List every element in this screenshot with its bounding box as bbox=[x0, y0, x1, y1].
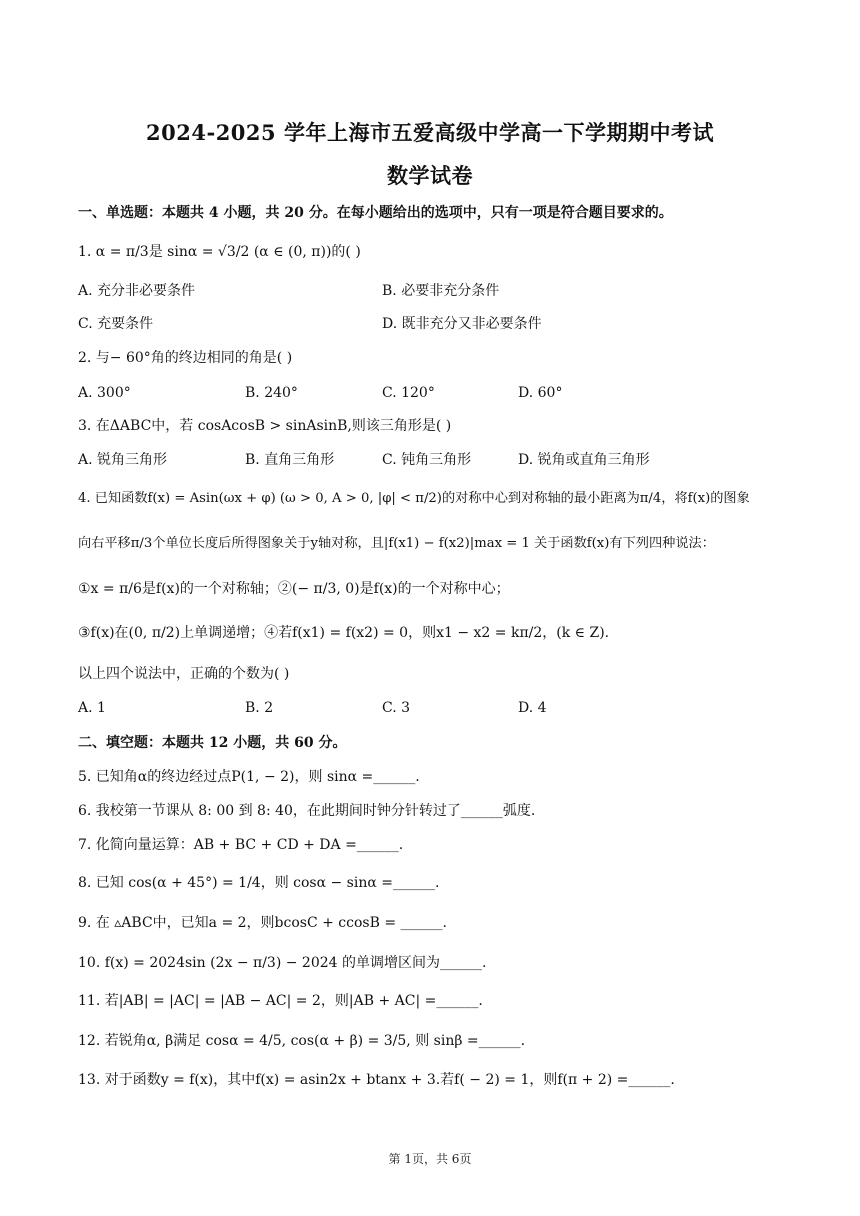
q2-option-a: A. 300° bbox=[78, 385, 131, 401]
q3-option-b: B. 直角三角形 bbox=[245, 452, 335, 468]
q1-option-c: C. 充要条件 bbox=[78, 316, 154, 332]
question-7: 7. 化简向量运算：AB + BC + CD + DA =______. bbox=[78, 837, 404, 853]
question-4-prompt: 以上四个说法中，正确的个数为( ) bbox=[78, 666, 290, 682]
q2-option-c: C. 120° bbox=[382, 385, 435, 401]
q3-option-d: D. 锐角或直角三角形 bbox=[518, 452, 650, 468]
q2-option-d: D. 60° bbox=[518, 385, 563, 401]
q4-option-d: D. 4 bbox=[518, 700, 547, 716]
question-2-stem: 2. 与− 60°角的终边相同的角是( ) bbox=[78, 350, 293, 366]
q1-option-d: D. 既非充分又非必要条件 bbox=[382, 316, 542, 332]
question-1-stem: 1. α = π/3是 sinα = √3/2 (α ∈ (0, π))的( ) bbox=[78, 244, 361, 260]
question-5: 5. 已知角α的终边经过点P(1, − 2)，则 sinα =______. bbox=[78, 769, 420, 785]
question-4-line-2: 向右平移π/3个单位长度后所得图象关于y轴对称，且|f(x1) − f(x2)|max = 1 关于函数f(x)有下列四种说法： bbox=[78, 536, 715, 551]
section-1-heading: 一、单选题：本题共 4 小题，共 20 分。在每小题给出的选项中，只有一项是符合题目要求的。 bbox=[78, 205, 673, 221]
question-8: 8. 已知 cos(α + 45°) = 1/4，则 cosα − sinα =______. bbox=[78, 875, 440, 891]
q3-option-c: C. 钝角三角形 bbox=[382, 452, 472, 468]
question-4-statement-3-4: ③f(x)在(0, π/2)上单调递增；④若f(x1) = f(x2) = 0，则x1 − x2 = kπ/2，(k ∈ Z). bbox=[78, 625, 610, 641]
q4-option-b: B. 2 bbox=[245, 700, 274, 716]
q2-option-b: B. 240° bbox=[245, 385, 298, 401]
question-13: 13. 对于函数y = f(x)，其中f(x) = asin2x + btanx + 3.若f( − 2) = 1，则f(π + 2) =______. bbox=[78, 1072, 675, 1088]
question-3-stem: 3. 在ΔABC中，若 cosAcosB > sinAsinB,则该三角形是( ) bbox=[78, 418, 452, 434]
question-4-line-1: 4. 已知函数f(x) = Asin(ωx + φ) (ω > 0, A > 0, |φ| < π/2)的对称中心到对称轴的最小距离为π/4，将f(x)的图象 bbox=[78, 491, 750, 506]
exam-title: 2024-2025 学年上海市五爱高级中学高一下学期期中考试 bbox=[146, 120, 714, 145]
question-6: 6. 我校第一节课从 8: 00 到 8: 40，在此期间时钟分针转过了______弧度. bbox=[78, 803, 536, 819]
q4-option-c: C. 3 bbox=[382, 700, 411, 716]
page-footer: 第 1页，共 6页 bbox=[388, 1152, 472, 1166]
question-9: 9. 在 ▵ABC中，已知a = 2，则bcosC + ccosB = ______. bbox=[78, 915, 447, 931]
question-4-statement-1-2: ①x = π/6是f(x)的一个对称轴；②(− π/3, 0)是f(x)的一个对称中心； bbox=[78, 581, 510, 597]
q1-option-b: B. 必要非充分条件 bbox=[382, 283, 500, 299]
section-2-heading: 二、填空题：本题共 12 小题，共 60 分。 bbox=[78, 735, 347, 751]
q1-option-a: A. 充分非必要条件 bbox=[78, 283, 196, 299]
q4-option-a: A. 1 bbox=[78, 700, 106, 716]
exam-subtitle: 数学试卷 bbox=[387, 163, 473, 188]
question-11: 11. 若|AB| = |AC| = |AB − AC| = 2，则|AB + AC| =______. bbox=[78, 993, 483, 1009]
question-10: 10. f(x) = 2024sin (2x − π/3) − 2024 的单调增区间为______. bbox=[78, 955, 487, 971]
question-12: 12. 若锐角α, β满足 cosα = 4/5, cos(α + β) = 3/5, 则 sinβ =______. bbox=[78, 1033, 526, 1049]
q3-option-a: A. 锐角三角形 bbox=[78, 452, 168, 468]
